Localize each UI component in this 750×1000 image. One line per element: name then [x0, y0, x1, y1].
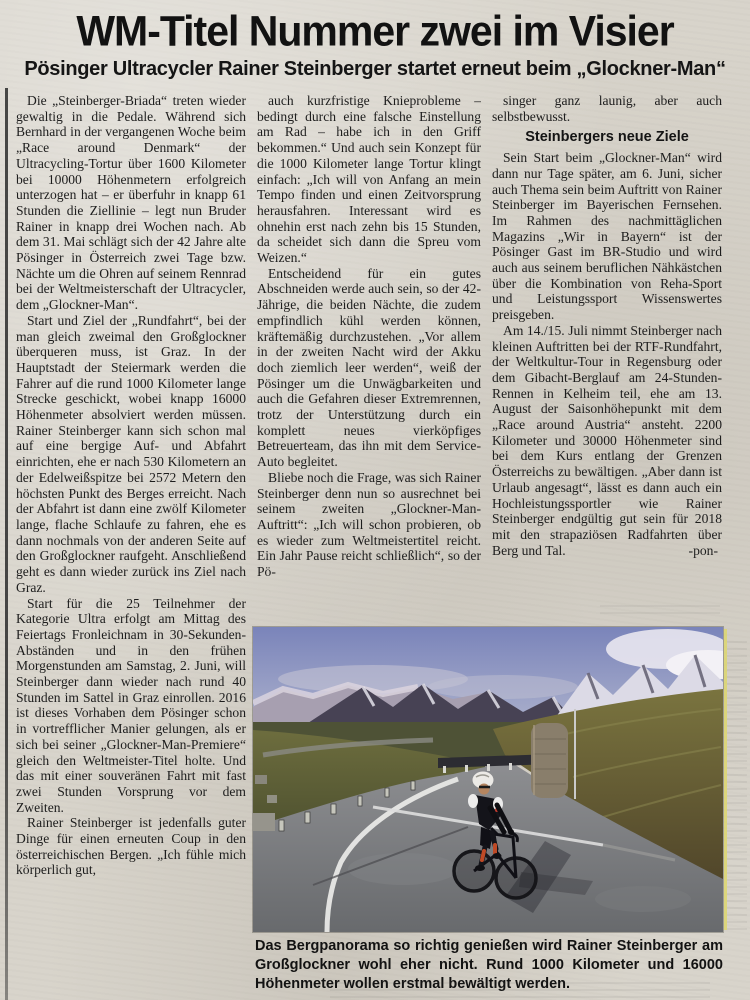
paragraph: Start für die 25 Teilnehmer der Kategorie Ultra erfolgt am Mittag des Feiertags Fronleichnam in 30-Sekunden-Abständen und in den frühen Morgenstunden am Samstag, 2. Juni, will Steinberger dann wieder nach rund 40 Stunden im Sattel in Graz einrollen. 2016 ist dieses Vorhaben dem Pösinger schon in vortrefflicher Manier gelungen, als er sich bei seiner „Glockner-Man-Premiere“ gleich den Weltmeister-Titel holte. Und das mit einer souveränen Fahrt mit fast zwei Stunden Vorsprung vor dem Zweiten. — [16, 595, 246, 815]
print-bleedthrough — [727, 640, 747, 930]
paragraph: auch kurzfristige Knieprobleme – bedingt durch eine falsche Einstellung am Rad – habe ich in den Griff bekommen.“ Und auch sein Konzept für die 1000 Kilometer lange Tortur klingt einfach: „Ich will von Anfang an mein Tempo finden und einen Zeitvorsprung herausfahren. Interessant wird es ohnehin erst nach zehn bis 15 Stunden, da scheidet sich dann die Spreu vom Weizen.“ — [257, 93, 481, 266]
mountain-road-cyclist-illustration — [253, 627, 723, 932]
print-bleedthrough — [600, 600, 720, 614]
paragraph: singer ganz launig, aber auch selbstbewusst. — [492, 93, 722, 124]
article-photo — [253, 627, 723, 932]
photo-caption: Das Bergpanorama so richtig genießen wird Rainer Steinberger am Großglockner wohl eher nicht. Rund 1000 Kilometer und 16000 Höhenmeter wollen erstmal bewältigt werden. — [255, 938, 723, 992]
paragraph: Rainer Steinberger ist jedenfalls guter Dinge für einen erneuten Coup in den österreichischen Bergen. „Ich fühle mich körperlich gut, — [16, 815, 246, 878]
paragraph: Bliebe noch die Frage, was sich Rainer Steinberger denn nun so ausrechnet bei seinem zweiten „Glockner-Man-Auftritt“: „Ich will schon probieren, ob es wieder zum Weltmeistertitel reicht. Ein Jahr Pause reicht schließlich“, so der Pö- — [257, 469, 481, 580]
paragraph: Die „Steinberger-Briada“ treten wieder gewaltig in die Pedale. Während sich Bernhard in der vergangenen Woche beim „Race around Denmark“ der Ultracycling-Tortur über 1600 Kilometer bei 10000 Höhenmetern erfolgreich unterzogen hat – er überfuhr in knapp 61 Stunden die Ziellinie – legt nun Bruder Rainer in knapp drei Wochen nach. Ab dem 31. Mai schlägt sich der 42 Jahre alte Pösinger in Österreich zwei Tage bzw. Nächte um die Ohren auf seinem Rennrad bei der Weltmeisterschaft der Ultracycler, dem „Glockner-Man“. — [16, 93, 246, 313]
print-bleedthrough — [330, 978, 710, 998]
article-column-3 — [492, 93, 722, 623]
author-signature: -pon- — [688, 542, 718, 558]
headline: WM-Titel Nummer zwei im Visier — [76, 7, 674, 55]
section-subhead: Steinbergers neue Ziele — [525, 129, 689, 146]
paragraph: Am 14./15. Juli nimmt Steinberger nach kleinen Auftritten bei der RTF-Rundfahrt, der Weltkultur-Tour in Regensburg oder dem Gibacht-Berglauf am 24-Stunden-Rennen in Kelheim teil, ehe am 13. August der Saisonhöhepunkt mit dem „Race around Austria“ ansteht. 2200 Kilometer und 30000 Höhenmeter sind bei dem Kurs entlang der Grenzen Österreichs zu bewältigen. „Aber dann ist Urlaub angesagt“, lässt es dann auch ein Hochleistungssportler wie Rainer Steinberger endgültig gut sein für 2018 mit den strapaziösen Radfahrten über Berg und Tal. — [492, 322, 722, 558]
article-column-2 — [257, 93, 481, 623]
paragraph: Entscheidend für ein gutes Abschneiden werde auch sein, so der 42-Jährige, die beiden Nächte, die zudem empfindlich kühl werden können, kräftemäßig durchzustehen. „Vor allem in der zweiten Nacht wird der Akku doch ziemlich leer werden“, weiß der Pösinger um die Unwägbarkeiten und auch die Gefahren dieser Extremrennen, trotz der Unterstützung durch ein komplett neues vierköpfiges Betreuerteam, das ihn mit dem Service-Auto begleitet. — [257, 265, 481, 470]
paragraph: Sein Start beim „Glockner-Man“ wird dann nur Tage später, am 6. Juni, sicher auch Thema sein beim Auftritt von Rainer Steinberger im Bayerischen Fernsehen. Im Rahmen des nachmittäglichen Magazins „Wir in Bayern“ ist der Pösinger Gast im BR-Studio und wird auch aus seinem beruflichen Nähkästchen über die Kombination von Reha-Sport und Leistungssport Wissenswertes preisgeben. — [492, 150, 722, 323]
scan-edge-line — [5, 88, 8, 1000]
article-column-1 — [16, 93, 246, 998]
paragraph: Start und Ziel der „Rundfahrt“, bei der man gleich zweimal den Großglockner überqueren muss, ist Graz. In der Hauptstadt der Steiermark werden die Fahrer auf die rund 1000 Kilometer lange Strecke geschickt, wobei knapp 16000 Höhenmeter absolviert werden müssen. Rainer Steinberger kann sich schon mal auf eine bergige Auf- und Abfahrt einrichten, ehe er nach 530 Kilometern an der Edelweißspitze bei 2572 Metern den höchsten Punkt des Berges erreicht. Nach der Abfahrt ist dann eine zwölf Kilometer lange, flache Schlaufe zu fahren, ehe es dann nochmals von der anderen Seite auf den Großglockner raufgeht. Anschließend geht es dann wieder zurück ins Ziel nach Graz. — [16, 312, 246, 595]
subheadline: Pösinger Ultracycler Rainer Steinberger startet erneut beim „Glockner-Man“ — [24, 58, 726, 80]
